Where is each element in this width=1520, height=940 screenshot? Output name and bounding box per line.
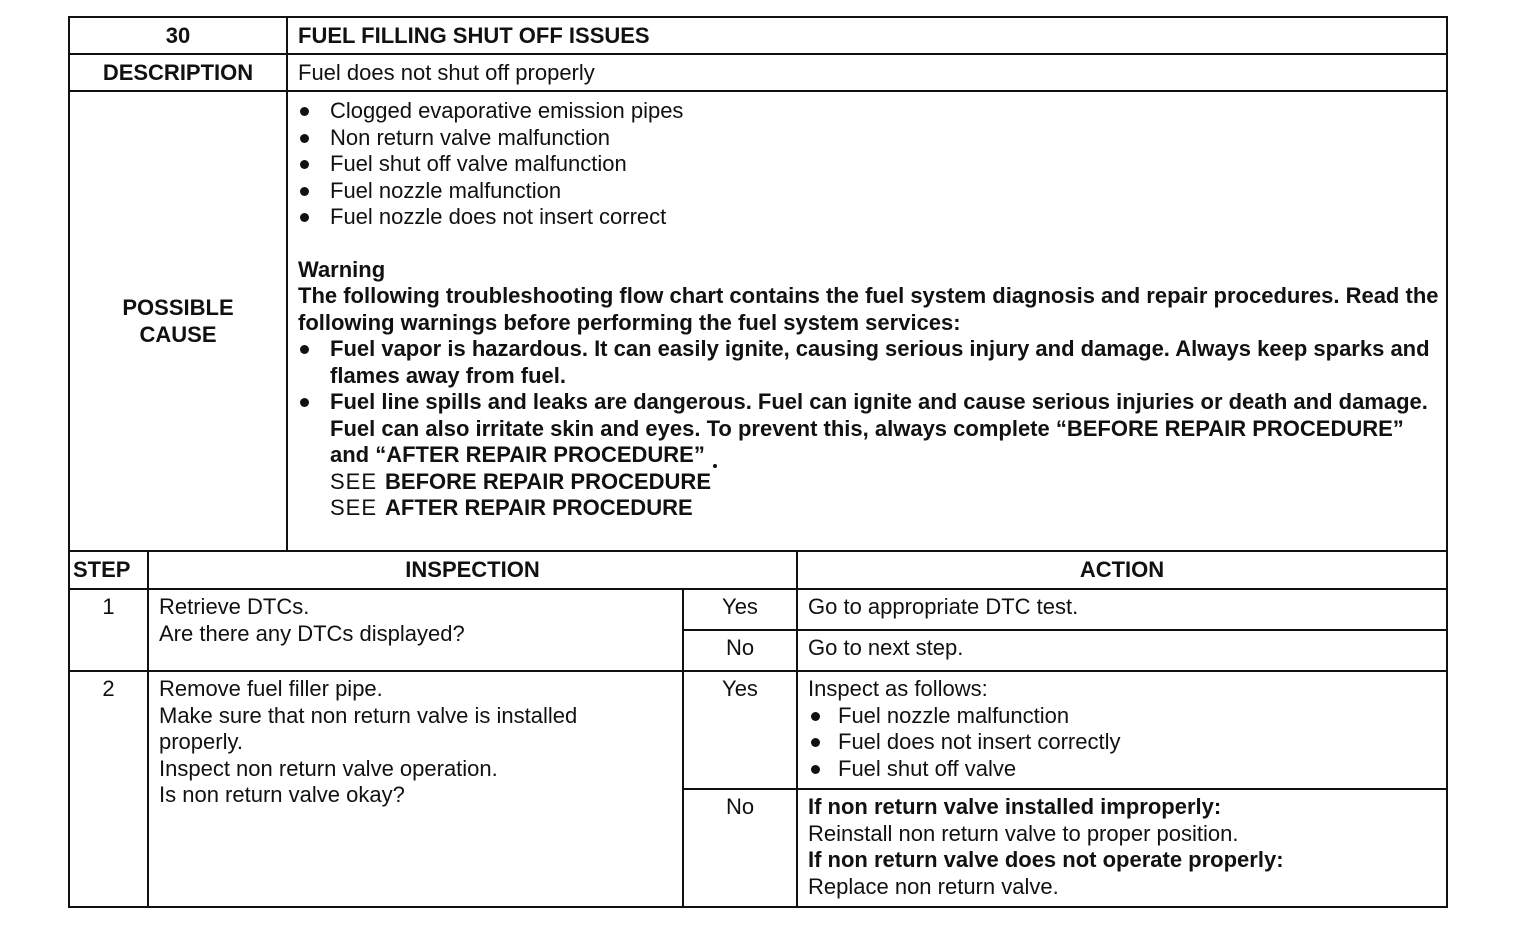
possible-cause-label: [69, 91, 287, 551]
description-text: Fuel does not shut off properly: [287, 54, 1447, 91]
see-reference-after: [298, 495, 1446, 522]
inspection-column-header: INSPECTION: [148, 551, 797, 589]
action-item: Fuel shut off valve: [808, 756, 1446, 783]
step2-inspection: [148, 671, 683, 907]
possible-cause-label-line2: CAUSE: [139, 322, 217, 347]
yes-label: Yes: [683, 589, 797, 630]
inspection-line: Make sure that non return valve is installed: [159, 702, 578, 728]
fix-replace: Replace non return valve.: [808, 873, 1059, 899]
steps-header-row: [69, 551, 1447, 589]
inspection-line: Inspect non return valve operation.: [159, 755, 498, 781]
see-ref-before-repair: BEFORE REPAIR PROCEDURE: [385, 468, 711, 494]
step1-no-action: Go to next step.: [797, 630, 1447, 671]
description-row: [69, 54, 1447, 91]
inspection-line: Remove fuel filler pipe.: [159, 676, 383, 701]
step1-yes-row: [69, 589, 1447, 630]
symptom-table: [68, 16, 1448, 552]
step-column-header: STEP: [69, 551, 148, 589]
action-item: Fuel nozzle malfunction: [808, 703, 1446, 730]
condition-not-operating: If non return valve does not operate properly:: [808, 847, 1284, 872]
action-intro: Inspect as follows:: [808, 676, 988, 701]
symptom-title: FUEL FILLING SHUT OFF ISSUES: [287, 17, 1447, 54]
inspection-line: Is non return valve okay?: [159, 782, 405, 807]
possible-cause-row: [69, 91, 1447, 551]
step-number: 2: [69, 671, 148, 907]
step2-no-action: [797, 789, 1447, 907]
troubleshooting-sheet: [68, 16, 1448, 908]
inspection-line: Are there any DTCs displayed?: [159, 620, 465, 646]
symptom-header-row: [69, 17, 1447, 54]
description-label: DESCRIPTION: [69, 54, 287, 91]
cause-item: Non return valve malfunction: [298, 125, 1446, 152]
possible-cause-label-line1: POSSIBLE: [122, 295, 234, 320]
no-label: No: [683, 789, 797, 907]
step2-yes-action: [797, 671, 1447, 789]
warning-item-text: Fuel line spills and leaks are dangerous. Fuel can ignite and cause serious injuries or death and damage. Fuel can also irritate skin and eyes. To prevent this, always complete “BEFORE REPAIR PROCEDURE” and “AFTER REPAIR PROCEDURE”: [330, 389, 1428, 467]
warning-intro: The following troubleshooting flow chart contains the fuel system diagnosis and repair procedures. Read the following warnings before performing the fuel system services:: [298, 283, 1439, 335]
step1-inspection: [148, 589, 683, 671]
see-ref-after-repair: AFTER REPAIR PROCEDURE: [385, 495, 693, 520]
step-number: 1: [69, 589, 148, 671]
see-word: SEE: [330, 495, 378, 520]
period-mark: [713, 464, 717, 468]
warning-list: [298, 336, 1446, 469]
yes-label: Yes: [683, 671, 797, 789]
step2-yes-row: [69, 671, 1447, 789]
cause-item: Fuel shut off valve malfunction: [298, 151, 1446, 178]
cause-item: Fuel nozzle malfunction: [298, 178, 1446, 205]
warning-block: [298, 257, 1446, 522]
see-reference-before: [298, 469, 1446, 496]
cause-item: Fuel nozzle does not insert correct: [298, 204, 1446, 231]
warning-item: [298, 389, 1446, 469]
warning-title: Warning: [298, 256, 386, 282]
inspection-line: Retrieve DTCs.: [159, 594, 310, 619]
no-label: No: [683, 630, 797, 671]
symptom-number: 30: [69, 17, 287, 54]
cause-list: [298, 98, 1446, 231]
inspection-line: properly.: [159, 729, 243, 754]
warning-item: Fuel vapor is hazardous. It can easily ignite, causing serious injury and damage. Always keep sparks and flames away from fuel.: [298, 336, 1446, 389]
cause-item: Clogged evaporative emission pipes: [298, 98, 1446, 125]
fix-reinstall: Reinstall non return valve to proper position.: [808, 820, 1239, 846]
steps-table: [68, 550, 1448, 908]
step1-yes-action: Go to appropriate DTC test.: [797, 589, 1447, 630]
action-item: Fuel does not insert correctly: [808, 729, 1446, 756]
action-list: [808, 703, 1446, 783]
condition-improper-install: If non return valve installed improperly:: [808, 794, 1222, 819]
action-column-header: ACTION: [797, 551, 1447, 589]
see-word: SEE: [330, 468, 378, 494]
possible-cause-body: [287, 91, 1447, 551]
